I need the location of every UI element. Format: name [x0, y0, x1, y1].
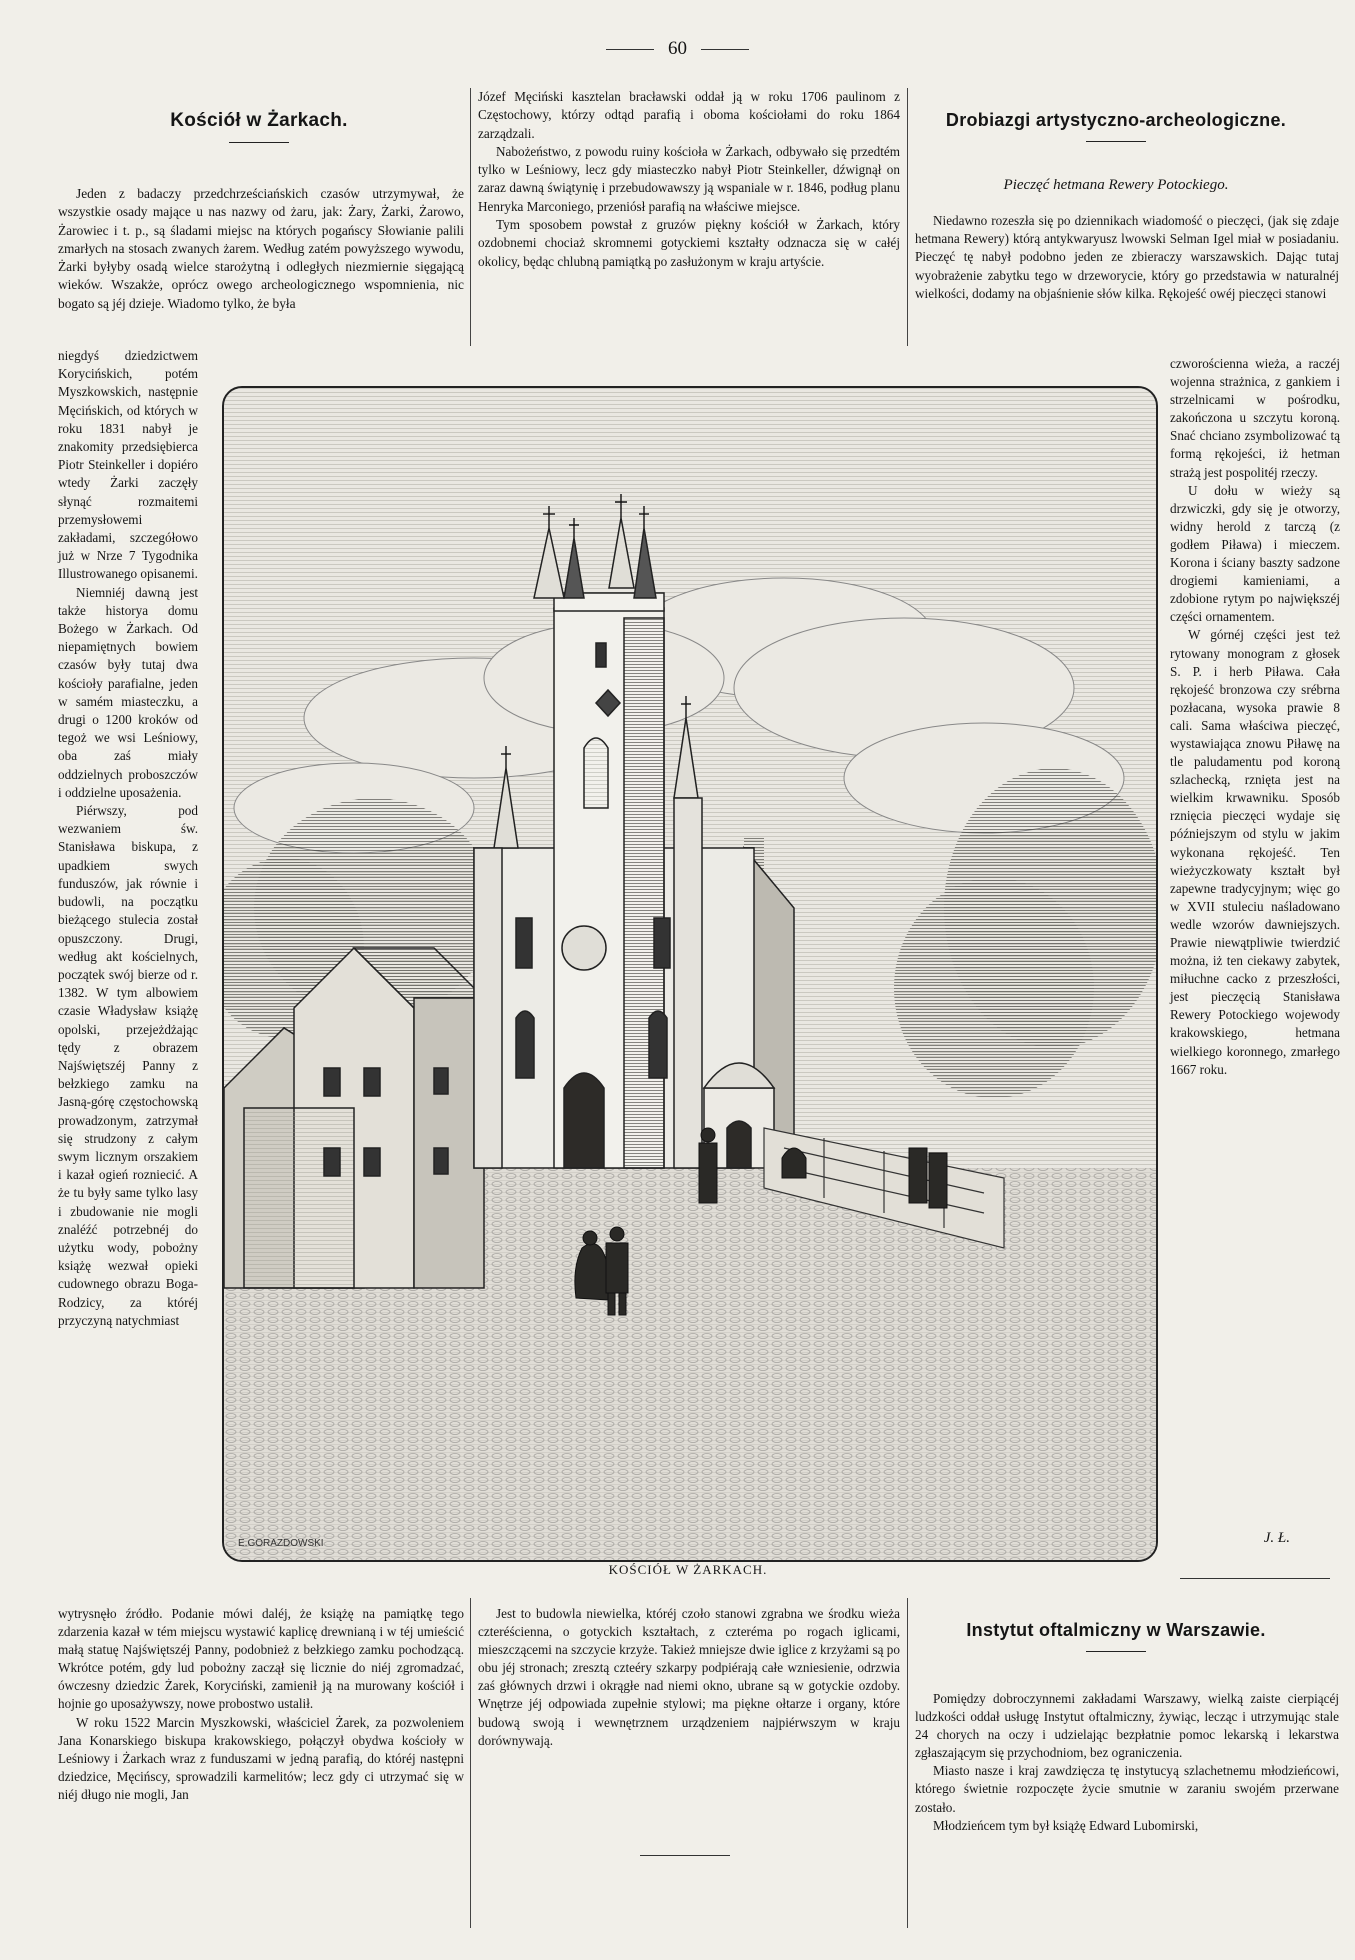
illustration-caption: KOŚCIÓŁ W ŻARKACH. [608, 1562, 768, 1577]
article1-middle-top-text: Józef Męciński kasztelan bracławski oddał ją w roku 1706 paulinom z Częstochowy, którzy odtąd parafią i oboma kościołami do roku 1864 zarządzali. Nabożeństwo, z powodu ruiny kościoła w Żarkach, odbywało się przedtém tylko w Leśniowy, lecz gdy miasteczko nabył Piotr Steinkeller, dźwignął on zaraz dawną świątynię i przebudowawszy ją wspaniale w r. 1846, podług planu Henryka Marconiego, przeniósł parafią na właściwe miejsce. Tym sposobem powstał z gruzów piękny kościół w Żarkach, który ozdobnemi chociaż skromnemi gotyckiemi kształty odznacza się w całéj okolicy, będąc chlubną pamiątką po zasłużonym w kraju artyście. [478, 89, 900, 269]
section-rule [1180, 1578, 1330, 1579]
article2-narrow-column: czworościenna wieża, a raczéj wojenna strażnica, z gankiem i strzelnicami w pośrodku, zakończona u szczytu koroną. Snać chciano zsymbolizować tą formą rękojeści, iż hetman strażą jest pospolitéj rzeczy. U dołu w wieży są drzwiczki, gdy się je otworzy, widny herold z tarczą (z godłem Piława) i mieczem. Korona i ściany baszty sadzone drogiemi kamieniami, a zdobione rytym po największéj części ornamentem. W górnéj części jest też rytowany monogram z głosek S. P. i herb Piława. Cała rękojeść bronzowa czy srébrna pozłacana, wysoka prawie 8 cali. Sama właściwa pieczęć, wystawiająca znowu Piławę na tle paludamentu pod koroną szlachecką, rznięta jest na wielkim krwawniku. Sposób rznięcia pieczęci wydaje się późniejszym od stylu w jakim wykonana rękojeść. Ten wieżyczkowaty kształt był zapewne tradycyjnym; więc go w XVII stuleciu naśladowano wedle wzorów dawniejszych. Prawie niewątpliwie twierdzić można, iż ten ciekawy zabytek, miłuchne cacko z przeszłości, jest pieczęcią Stanisława Rewery Potockiego wojewody krakowskiego, hetmana wielkiego koronnego, zmarłego 1667 roku. [1170, 356, 1340, 1077]
article2-intro-text: Niedawno rozeszła się po dziennikach wiadomość o pieczęci, (jak się zdaje hetmana Rewery) którą antykwaryusz lwowski Selman Igel miał w posiadaniu. Pieczęć tę nabył podobno jeden ze zbieraczy warszawskich. Dając tutaj wyobrażenie zabytku tego w drzeworycie, który go przedstawia w naturalnéj wielkości, dodamy na objaśnienie słów kilka. Rękojeść owéj pieczęci stanowi [915, 213, 1339, 301]
engraver-signature: E.GORAZDOWSKI [238, 1538, 324, 1549]
column-divider [907, 88, 908, 346]
page-number-rule-left [606, 49, 654, 50]
article-title-kosciol: Kościół w Żarkach. [58, 110, 460, 143]
title-rule [1086, 1651, 1146, 1652]
page-number-rule-right [701, 49, 749, 50]
page-number: 60 [0, 38, 1355, 60]
article1-intro-text: Jeden z badaczy przedchrześciańskich czasów utrzymywał, że wszystkie osady mające u nas nazwy od żaru, jak: Żary, Żarki, Żarowo, Żarowiec i t. p., są śladami miejsc na których pogańscy Słowianie palili zmarłych na stosach zwanych żarem. Według zatém powyższego wywodu, Żarki byłyby osadą wielce starożytną i odległych niezmiernie sięgającą wieków. Wszakże, oprócz owego archeologicznego wspomnienia, nic bogato są jéj dzieje. Wiadomo tylko, że była [58, 186, 464, 311]
church-engraving [222, 386, 1158, 1562]
column-divider [907, 1598, 908, 1928]
article1-bottom-left-text: wytrysnęło źródło. Podanie mówi daléj, że książę na pamiątkę tego zdarzenia kazał w tém miejscu wystawić kaplicę drewnianą i w téj umieścić małą statuę Najświętszéj Panny, podobnież z bełzkiego zamku pochodzącą. Wkrótce potém, gdy lud pobożny zaczął się licznie do niéj zgromadzać, ówczesny dziedzic Żarek, Koryciński, zamienił ją na murowany kościół i hojnie go uposażywszy, nowe probostwo ustalił. W roku 1522 Marcin Myszkowski, właściciel Żarek, za pozwoleniem Jana Konarskiego biskupa krakowskiego, połączył obydwa kościoły w Leśniowy i Żarkach wraz z funduszami w jedną parafią, do któréj następni dziedzice, Męcińscy, sprowadzili karmelitów; lecz gdy ci utrzymać się w niéj długo nie mogli, Jan [58, 1606, 464, 1802]
article2-signature: J. Ł. [1263, 1530, 1290, 1546]
section-end-rule [640, 1855, 730, 1856]
column-divider [470, 1598, 471, 1928]
article1-narrow-column: niegdyś dziedzictwem Korycińskich, potém Myszkowskich, następnie Męcińskich, od których w roku 1831 nabył je znakomity przedsiębierca Piotr Steinkeller i dopiéro wtedy Żarki zaczęły słynąć rozmaitemi przemysłowemi zakładami, szczegółowo już w Nrze 7 Tygodnika Illustrowanego opisanemi. Niemniéj dawną jest także historya domu Bożego w Żarkach. Od niepamiętnych bowiem czasów były tutaj dwa kościoły parafialne, jeden w samém miasteczku, a drugi o 1200 kroków od tegoż we wsi Leśniowy, oba zaś miały oddzielnych proboszczów i oddzielne uposażenia. Piérwszy, pod wezwaniem św. Stanisława biskupa, z upadkiem swych funduszów, jak równie i budowli, na początku bieżącego stulecia został opuszczony. Drugi, według akt kościelnych, początek swój bierze od r. 1382. W tym albowiem czasie Władysław książę opolski, przejeżdżając tędy z obrazem Najświętszéj Panny z bełzkiego zamku na Jasną-górę częstochowską prowadzonym, zatrzymał się strudzony z całym swym licznym orszakiem i kazał ogień rozniecić. A że tu były same tylko lasy i zbudowanie nie mogli znaléźć potrzebnéj do użytku wody, pobożny książę wezwał opieki cudownego obrazu Boga-Rodzicy, za któréj przyczyną natychmiast [58, 348, 198, 1328]
column-divider [470, 88, 471, 346]
article1-middle-bottom-text: Jest to budowla niewielka, któréj czoło stanowi zgrabna we środku wieża czteréściennа, o gotyckich kształtach, z czteréma po rogach iglicami, mieszczącemi na szczycie krzyże. Takież mniejsze dwie iglice z krzyżami są po obu jéj stronach; zresztą czteéry szkarpy podpiérają całe wzniesienie, odrzwia zaś głównych drzwi i okrągłe nad niemi okno, ubrane są w gotyckie ozdoby. Wnętrze jéj odpowiada zupełnie stylowi; ma piękne ołtarze i organy, które budową swoją i wewnętrznem urządzeniem najpiérwszym w kraju dorównywają. [478, 1606, 900, 1748]
article-title-drobiazgi: Drobiazgi artystyczno-archeologiczne. [915, 110, 1317, 142]
article3-text: Pomiędzy dobroczynnemi zakładami Warszawy, wielką zaiste cierpiącéj ludzkości oddał usługę Instytut oftalmiczny, żywiąc, lecząc i utrzymując stale 24 chorych na oczy i udzielając bezpłatnie pomoc lekarską i lekarstwa zgłaszającym się przychodniom, bez ograniczenia. Miasto nasze i kraj zawdzięcza tę instytucyą szlachetnemu młodzieńcowi, którego świetnie rozpoczęte życie smutnie w zaraniu swojém przerwane zostało. Młodzieńcem tym był książę Edward Lubomirski, [915, 1691, 1339, 1833]
article-title-instytut: Instytut oftalmiczny w Warszawie. [915, 1620, 1317, 1652]
article2-subtitle: Pieczęć hetmana Rewery Potockiego. [1003, 177, 1229, 193]
church-engraving-illustration [224, 388, 1156, 1560]
title-rule [229, 142, 289, 143]
title-rule [1086, 141, 1146, 142]
